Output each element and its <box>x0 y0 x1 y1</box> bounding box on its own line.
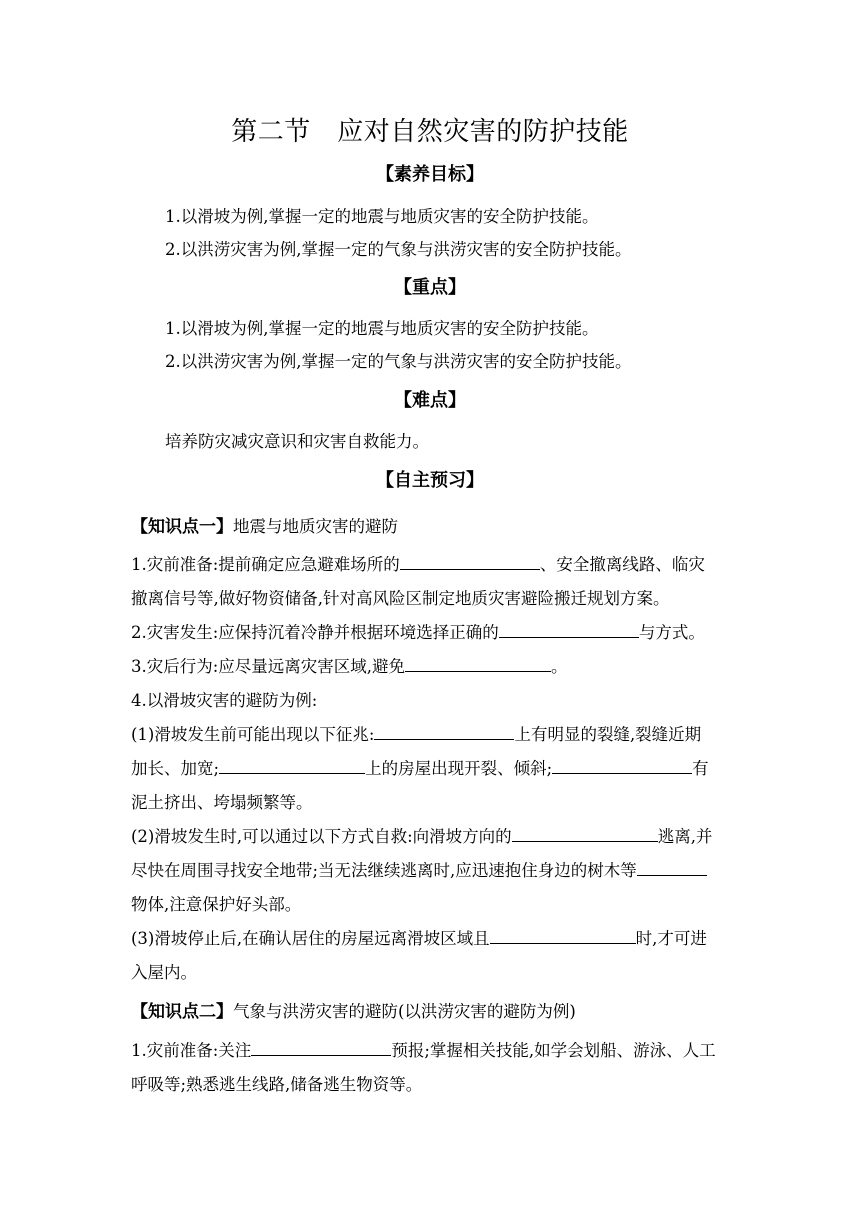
kp1-point-1 <box>131 721 731 745</box>
fill-blank[interactable] <box>637 861 707 876</box>
text: 有 <box>692 759 709 778</box>
kp1-point-1-end: 泥土挤出、垮塌频繁等。 <box>131 793 313 812</box>
knowledge-point-2-header <box>131 997 731 1022</box>
key-item: 1.以滑坡为例,掌握一定的地震与地质灾害的安全防护技能。 <box>165 319 599 338</box>
key-item: 2.以洪涝灾害为例,掌握一定的气象与洪涝灾害的安全防护技能。 <box>165 352 632 371</box>
key-heading: 【重点】 <box>394 277 466 298</box>
fill-blank[interactable] <box>499 623 639 638</box>
text: 1.灾前准备:提前确定应急避难场所的 <box>131 555 400 574</box>
goal-item: 2.以洪涝灾害为例,掌握一定的气象与洪涝灾害的安全防护技能。 <box>165 240 632 259</box>
kp1-point-3 <box>131 925 731 949</box>
text: (1)滑坡发生前可能出现以下征兆: <box>131 725 375 744</box>
kp1-point-2-cont <box>131 857 731 881</box>
knowledge-point-1-header <box>131 512 731 537</box>
kp2-line-1 <box>131 1037 731 1061</box>
knowledge-point-label: 【知识点一】 <box>131 517 233 537</box>
text: 。 <box>551 657 568 676</box>
kp1-line-2 <box>131 619 731 643</box>
kp1-line-1-cont: 撤离信号等,做好物资储备,针对高风险区制定地质灾害避险搬迁规划方案。 <box>131 589 670 608</box>
text: 3.灾后行为:应尽量远离灾害区域,避免 <box>131 657 406 676</box>
page-title: 第二节 应对自然灾害的防护技能 <box>231 117 629 147</box>
kp1-point-1-cont <box>131 755 731 779</box>
text: (3)滑坡停止后,在确认居住的房屋远离滑坡区域且 <box>131 929 490 948</box>
fill-blank[interactable] <box>400 555 540 570</box>
goals-heading: 【素养目标】 <box>376 164 484 185</box>
fill-blank[interactable] <box>374 725 514 740</box>
goal-item: 1.以滑坡为例,掌握一定的地震与地质灾害的安全防护技能。 <box>165 207 599 226</box>
kp1-line-3 <box>131 653 731 677</box>
knowledge-point-title: 气象与洪涝灾害的避防(以洪涝灾害的避防为例) <box>233 1002 576 1021</box>
kp1-point-3-end: 入屋内。 <box>131 963 197 982</box>
fill-blank[interactable] <box>490 929 636 944</box>
fill-blank[interactable] <box>219 759 365 774</box>
text: 加长、加宽; <box>131 759 220 778</box>
knowledge-point-title: 地震与地质灾害的避防 <box>233 517 398 536</box>
text: 与方式。 <box>638 623 705 642</box>
text: 预报;掌握相关技能,如学会划船、游泳、人工 <box>391 1041 716 1060</box>
text: (2)滑坡发生时,可以通过以下方式自救:向滑坡方向的 <box>131 827 512 846</box>
text: 上的房屋出现开裂、倾斜; <box>365 759 553 778</box>
text: 、安全撤离线路、临灾 <box>539 555 705 574</box>
preview-heading: 【自主预习】 <box>376 470 484 491</box>
text: 1.灾前准备:关注 <box>131 1041 252 1060</box>
fill-blank[interactable] <box>405 657 551 672</box>
text: 时,才可进 <box>635 929 707 948</box>
difficulty-text: 培养防灾减灾意识和灾害自救能力。 <box>165 432 429 451</box>
kp1-point-2 <box>131 823 731 847</box>
text: 逃离,并 <box>657 827 713 846</box>
difficulty-heading: 【难点】 <box>394 390 466 411</box>
text: 上有明显的裂缝,裂缝近期 <box>514 725 702 744</box>
kp2-line-1-cont: 呼吸等;熟悉逃生线路,储备逃生物资等。 <box>131 1075 423 1094</box>
fill-blank[interactable] <box>512 827 658 842</box>
text: 尽快在周围寻找安全地带;当无法继续逃离时,应迅速抱住身边的树木等 <box>131 861 637 880</box>
kp1-point-2-end: 物体,注意保护好头部。 <box>131 895 302 914</box>
knowledge-point-label: 【知识点二】 <box>131 1002 233 1022</box>
kp1-line-1 <box>131 551 731 575</box>
fill-blank[interactable] <box>552 759 692 774</box>
text: 2.灾害发生:应保持沉着冷静并根据环境选择正确的 <box>131 623 499 642</box>
kp1-line-4: 4.以滑坡灾害的避防为例: <box>131 691 318 710</box>
fill-blank[interactable] <box>251 1041 391 1056</box>
